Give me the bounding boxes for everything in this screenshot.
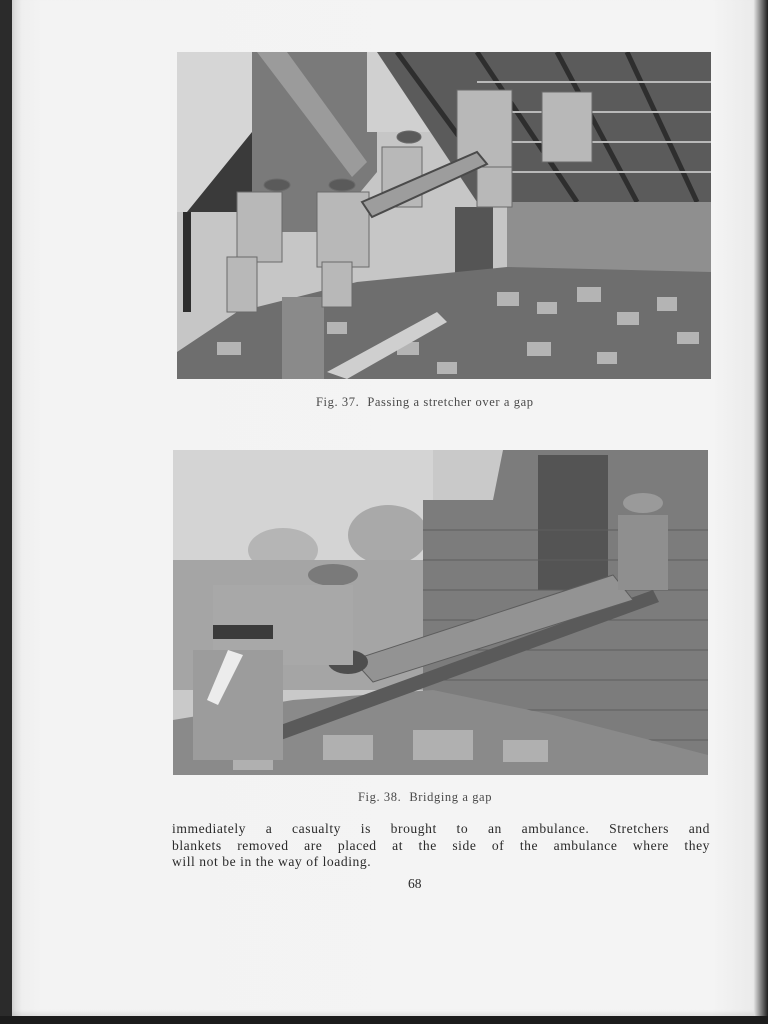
page-edge-shadow [754, 0, 768, 1024]
photo-stretcher-over-gap [177, 52, 711, 379]
body-line: will not be in the way of loading. [172, 854, 372, 869]
body-line: blankets removed are placed at the side of the ambulance where they [172, 837, 710, 853]
figure-37-text: Passing a stretcher over a gap [367, 395, 534, 409]
figure-37-number: Fig. 37. [316, 395, 360, 409]
figure-37-caption [316, 395, 534, 410]
body-line: immediately a casualty is brought to an ambulance. Stretchers and [172, 821, 710, 836]
page-bottom-edge [0, 1016, 768, 1024]
figure-38-number: Fig. 38. [358, 790, 402, 804]
page-number: 68 [408, 876, 422, 891]
figure-38-caption [358, 790, 492, 805]
figure-38-text: Bridging a gap [409, 790, 493, 804]
body-paragraph [172, 821, 710, 871]
photo-bridging-gap [173, 450, 708, 775]
